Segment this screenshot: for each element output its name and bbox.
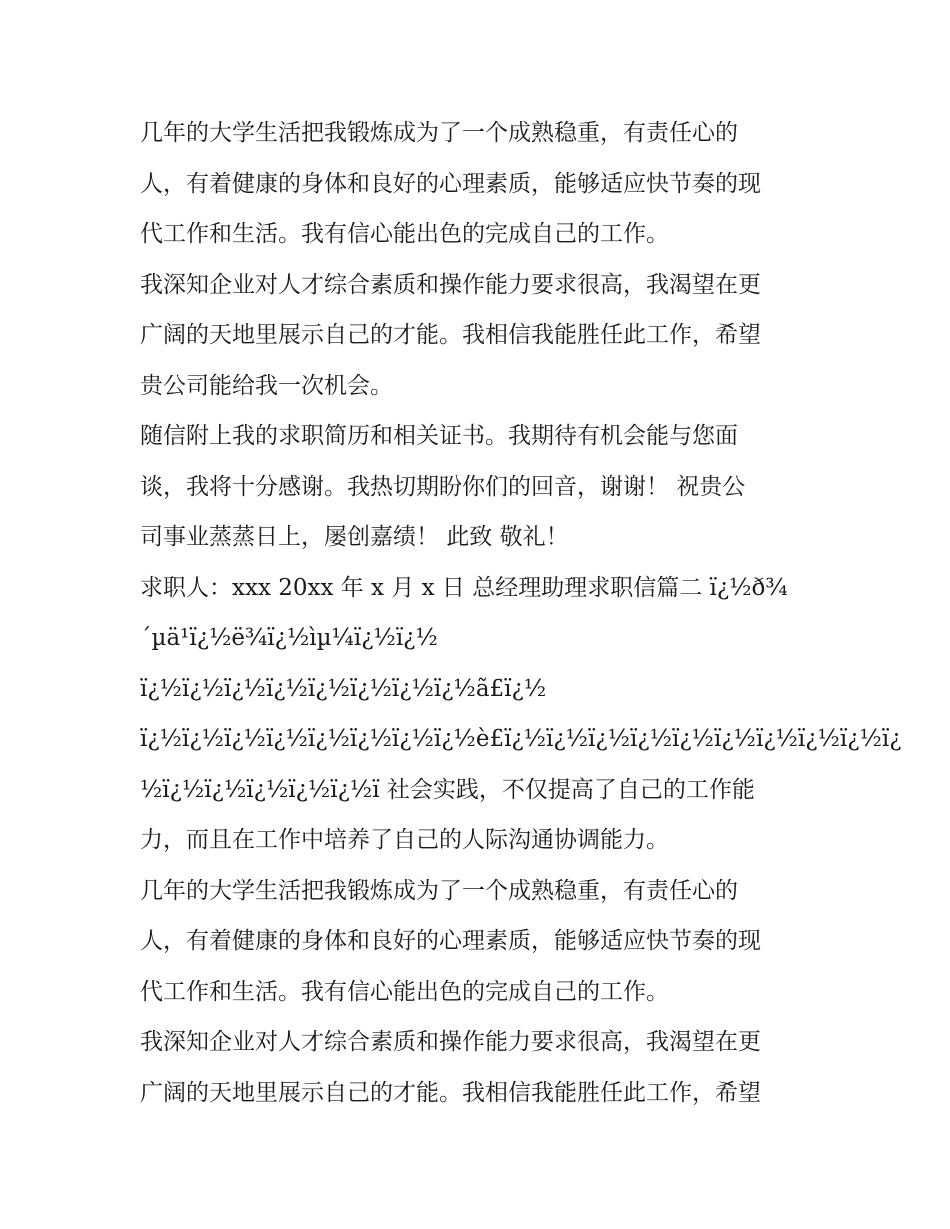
paragraph-5 [140, 866, 820, 1018]
paragraph-3 [140, 411, 820, 563]
text-line: 司事业蒸蒸日上，屡创嘉绩！ 此致 敬礼！ [140, 524, 569, 550]
paragraph-2 [140, 260, 820, 412]
text-line: 广阔的天地里展示自己的才能。我相信我能胜任此工作，希望 [140, 1079, 761, 1106]
text-line: 代工作和生活。我有信心能出色的完成自己的工作。 [140, 221, 669, 247]
text-line: 人，有着健康的身体和良好的心理素质，能够适应快节奏的现 [140, 928, 761, 954]
text-line: 求职人：xxx 20xx 年 x 月 x 日 总经理助理求职信篇二 ï¿½ð¾ [140, 574, 788, 601]
paragraph-1 [140, 108, 820, 260]
paragraph-6 [140, 1017, 820, 1118]
text-line: 人，有着健康的身体和良好的心理素质，能够适应快节奏的现 [140, 170, 761, 197]
text-line: 代工作和生活。我有信心能出色的完成自己的工作。 [140, 978, 669, 1005]
text-line: 我深知企业对人才综合素质和操作能力要求很高，我渴望在更 [140, 271, 761, 298]
text-line: 几年的大学生活把我锻炼成为了一个成熟稳重，有责任心的 [140, 877, 738, 904]
text-line: 随信附上我的求职简历和相关证书。我期待有机会能与您面 [140, 423, 738, 449]
text-line: 力，而且在工作中培养了自己的人际沟通协调能力。 [140, 827, 669, 853]
text-line: 广阔的天地里展示自己的才能。我相信我能胜任此工作，希望 [140, 322, 761, 348]
text-line: ï¿½ï¿½ï¿½ï¿½ï¿½ï¿½ï¿½ï¿½è£ï¿½ï¿½ï¿½ï¿½ï¿½ï¿½ï¿½ï¿½ï¿½ï¿ [140, 726, 902, 752]
text-line: ½ï¿½ï¿½ï¿½ï¿½ï¿½ï 社会实践，不仅提高了自己的工作能 [140, 776, 755, 803]
text-line: 我深知企业对人才综合素质和操作能力要求很高，我渴望在更 [140, 1029, 761, 1055]
text-line: 谈，我将十分感谢。我热切期盼你们的回音，谢谢！ 祝贵公 [140, 473, 746, 500]
text-line: ï¿½ï¿½ï¿½ï¿½ï¿½ï¿½ï¿½ï¿½ã£ï¿½ [140, 675, 547, 702]
text-line: ´µä¹ï¿½ë¾ï¿½ìµ¼ï¿½ï¿½ [140, 625, 438, 651]
letter-body [140, 108, 902, 1118]
paragraph-4 [140, 563, 902, 866]
text-line: 贵公司能给我一次机会。 [140, 372, 393, 399]
text-line: 几年的大学生活把我锻炼成为了一个成熟稳重，有责任心的 [140, 120, 738, 146]
